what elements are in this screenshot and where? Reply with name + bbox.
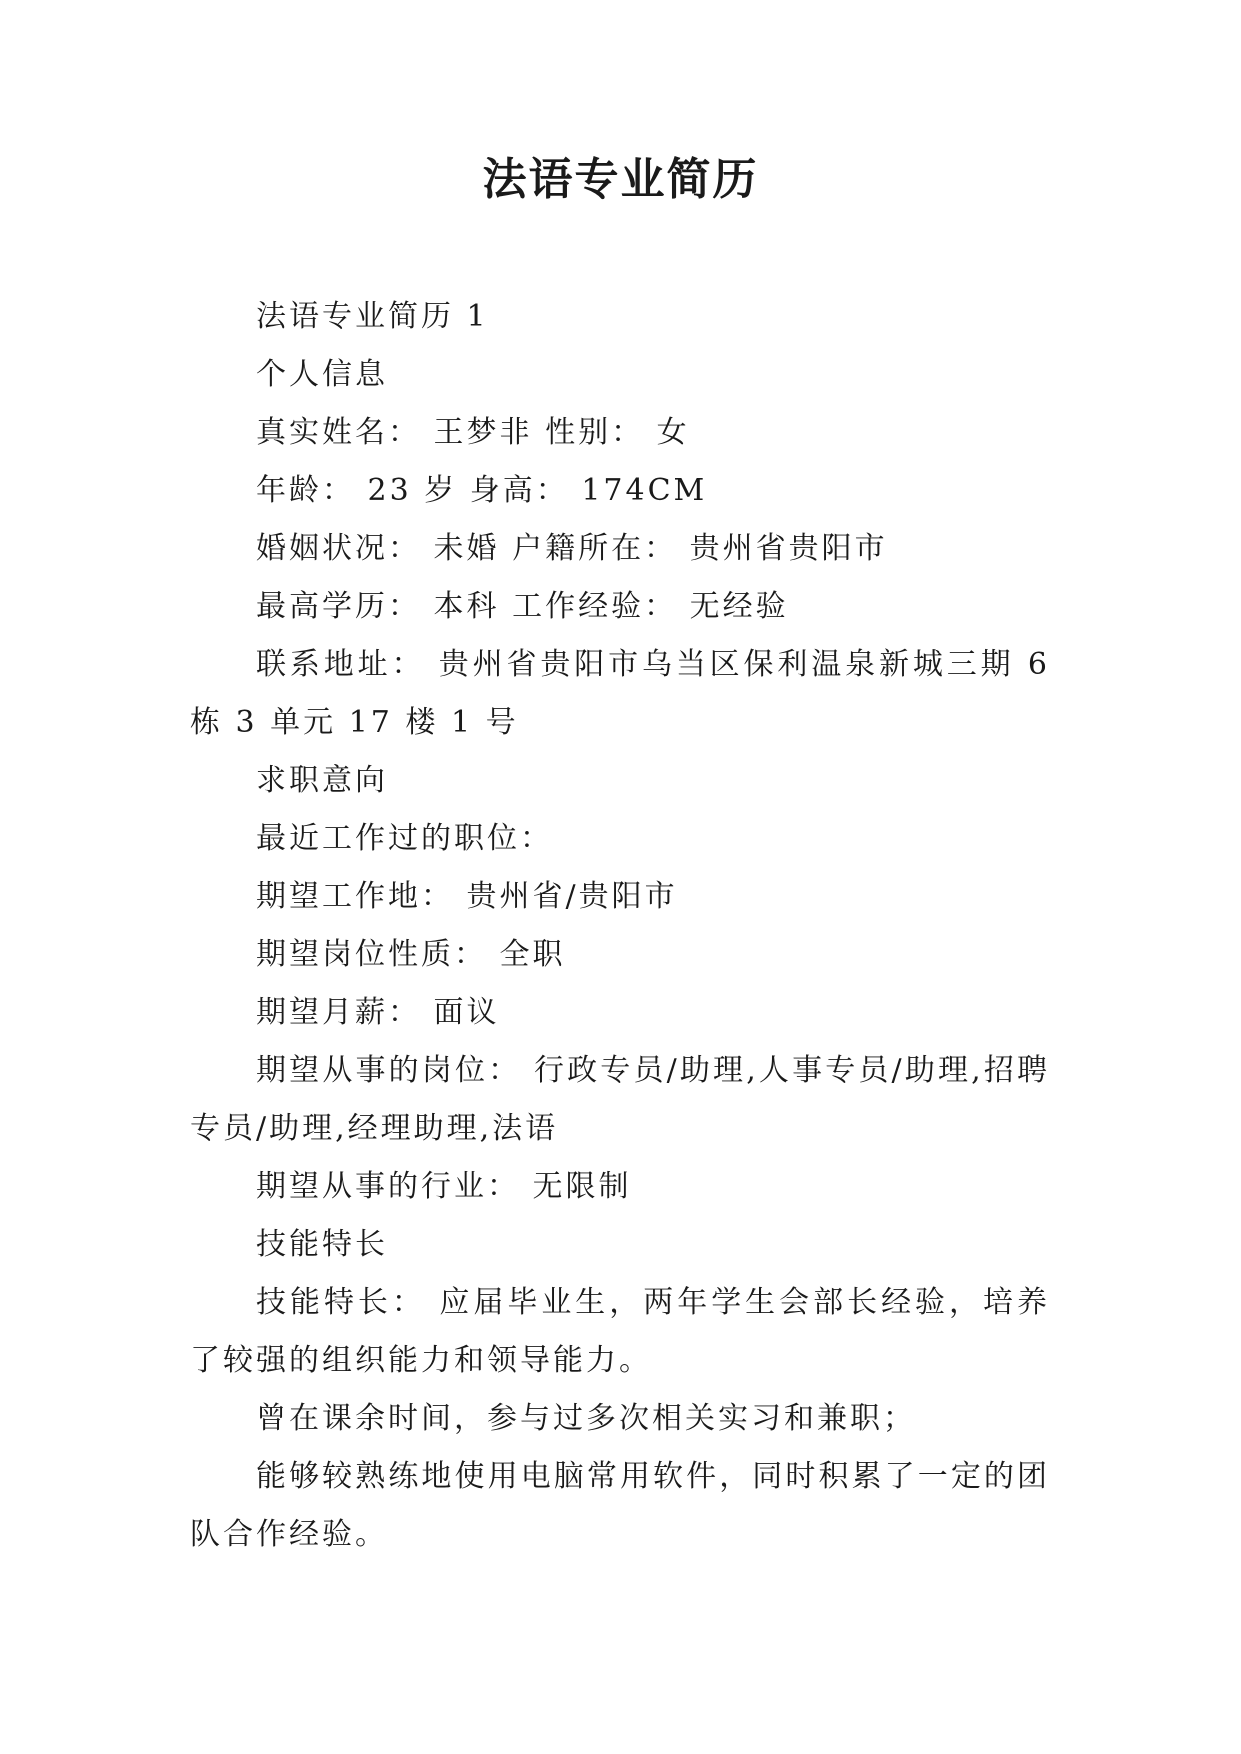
section-heading-job-intention: 求职意向 xyxy=(256,763,388,798)
info-line-expected-location: 期望工作地： 贵州省/贵阳市 xyxy=(256,879,678,914)
info-line-recent-position: 最近工作过的职位： xyxy=(256,821,553,856)
document-body xyxy=(190,288,1050,1564)
info-line-marital-hometown: 婚姻状况： 未婚 户籍所在： 贵州省贵阳市 xyxy=(256,531,888,566)
section-heading-personal-info: 个人信息 xyxy=(256,357,388,392)
info-line-age-height: 年龄： 23 岁 身高： 174CM xyxy=(256,473,708,508)
section-heading-resume-1: 法语专业简历 1 xyxy=(256,299,489,334)
info-line-expected-industry: 期望从事的行业： 无限制 xyxy=(256,1169,632,1204)
info-line-expected-positions: 期望从事的岗位： 行政专员/助理,人事专员/助理,招聘专员/助理,经理助理,法语 xyxy=(190,1053,1050,1146)
info-line-name-gender: 真实姓名： 王梦非 性别： 女 xyxy=(256,415,690,450)
skills-paragraph-2: 曾在课余时间，参与过多次相关实习和兼职； xyxy=(256,1401,916,1436)
document-title: 法语专业简历 xyxy=(482,154,759,205)
info-line-address: 联系地址： 贵州省贵阳市乌当区保利温泉新城三期 6 栋 3 单元 17 楼 1 号 xyxy=(190,647,1050,740)
skills-paragraph-3: 能够较熟练地使用电脑常用软件，同时积累了一定的团队合作经验。 xyxy=(190,1459,1050,1552)
info-line-job-type: 期望岗位性质： 全职 xyxy=(256,937,566,972)
section-heading-skills: 技能特长 xyxy=(256,1227,388,1262)
info-line-education-experience: 最高学历： 本科 工作经验： 无经验 xyxy=(256,589,789,624)
info-line-expected-salary: 期望月薪： 面议 xyxy=(256,995,500,1030)
skills-paragraph-1: 技能特长： 应届毕业生，两年学生会部长经验，培养了较强的组织能力和领导能力。 xyxy=(190,1285,1050,1378)
